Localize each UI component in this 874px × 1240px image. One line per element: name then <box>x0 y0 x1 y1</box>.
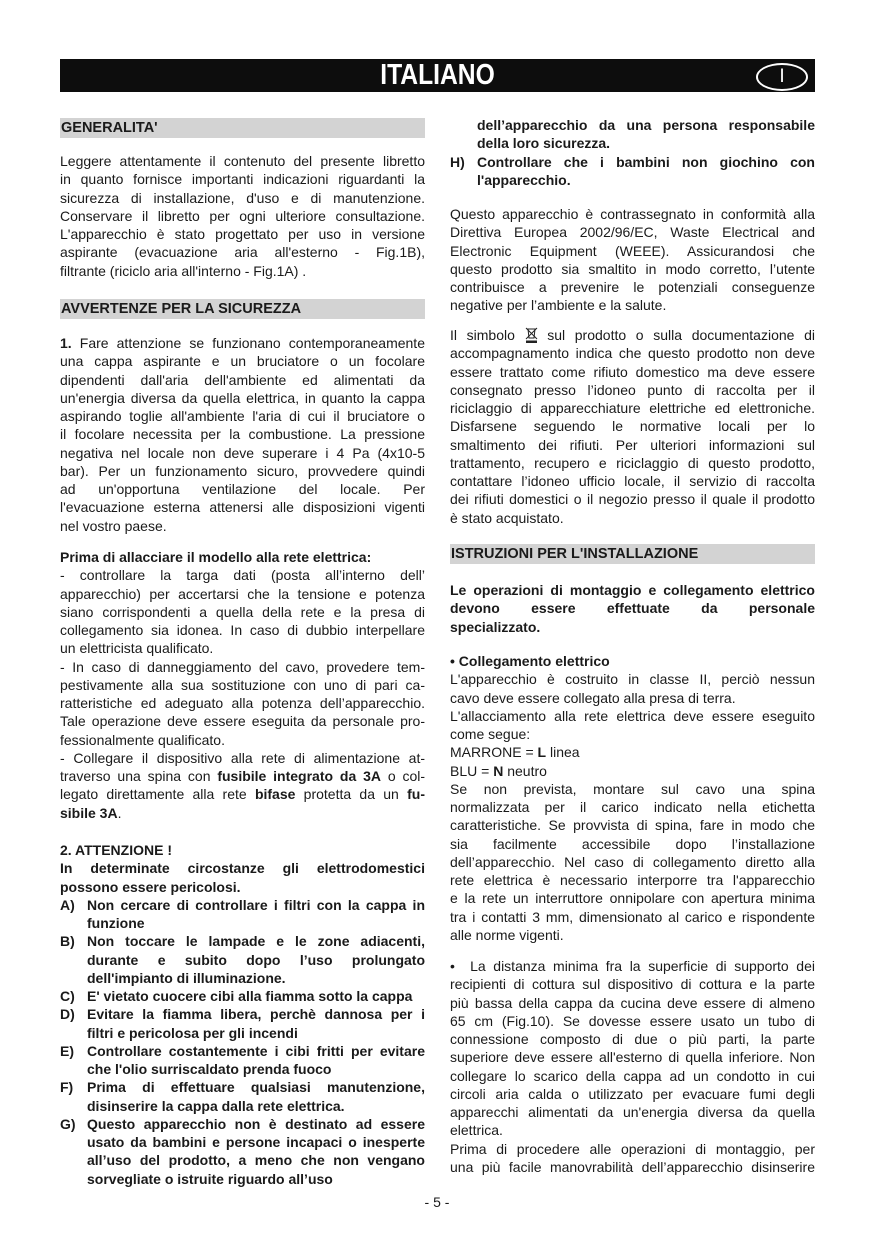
text-segment: sul prodotto o sulla documentazione di <box>537 327 815 343</box>
text-segment: una cappa aspirante e un bruciatore o un focolare <box>60 353 425 370</box>
list-item <box>450 116 815 153</box>
text-segment: Non cercare di controllare i filtri con la cappa in <box>87 896 425 913</box>
list-item-label: G) <box>60 1115 76 1132</box>
text-line <box>450 242 815 260</box>
paragraph <box>450 743 815 761</box>
text-segment: possono essere pericolosi. <box>60 878 241 895</box>
text-line <box>87 1005 425 1023</box>
text-segment: - In caso di danneggiamento del cavo, provedere tem- <box>60 658 425 675</box>
text-line <box>60 517 425 535</box>
list-item <box>60 987 425 1005</box>
text-segment: Le operazioni di montaggio e collegamento elettrico <box>450 582 815 598</box>
text-segment: neutro <box>503 762 547 779</box>
text-segment: collegamento sia idonea. In caso di dubbio interpellare <box>60 622 425 638</box>
text-line <box>87 1151 425 1169</box>
text-line <box>60 878 425 896</box>
text-line <box>60 243 425 261</box>
text-segment: Electronic Equipment (WEEE). Assicurandosi che <box>450 242 815 259</box>
text-line <box>450 381 815 399</box>
text-segment: sicurezza di installazione, d'uso e di manutenzione. <box>60 189 425 206</box>
text-line <box>450 363 815 381</box>
text-line <box>477 171 815 189</box>
text-segment: Disfarsene seguendo le normative locali per lo <box>450 418 815 435</box>
text-segment: recipienti di cottura sul dispositivo di cottura e la parte <box>450 976 815 993</box>
text-segment: legato direttamente alla rete <box>60 786 255 803</box>
operazioni-text <box>450 581 815 636</box>
text-segment: Non toccare le lampade e le zone adiacenti, <box>87 933 425 950</box>
text-line <box>450 472 815 490</box>
bold-text-segment: • Collegamento elettrico <box>450 653 610 669</box>
text-line <box>450 780 815 798</box>
text-segment: Evitare la fiamma libera, perchè dannosa per i <box>87 1006 425 1023</box>
text-segment: - Collegare il dispositivo alla rete di alimentazione at- <box>60 749 425 766</box>
text-line <box>60 785 425 803</box>
text-segment: E' vietato cuocere cibi alla fiamma sotto la cappa <box>87 988 413 1004</box>
text-segment: nel vostro paese. <box>60 517 167 534</box>
text-segment: ad un'opportuna ventilazione del locale. Per <box>60 481 425 497</box>
text-line <box>87 1024 425 1042</box>
list-item <box>450 153 815 190</box>
paragraph <box>450 670 815 707</box>
text-line <box>450 1030 815 1048</box>
bold-text-segment: fu- <box>407 786 425 803</box>
text-line <box>87 987 425 1005</box>
text-line <box>450 223 815 241</box>
text-line <box>450 1158 815 1176</box>
text-line <box>60 804 425 822</box>
text-line <box>60 767 425 785</box>
list-item-label: D) <box>60 1006 75 1023</box>
text-line <box>450 344 815 362</box>
text-segment: Direttiva Europea 2002/96/EC, Waste Electrical and <box>450 224 815 241</box>
text-segment: BLU = <box>450 762 494 779</box>
text-line <box>450 399 815 417</box>
text-segment: fessionalmente qualificato. <box>60 731 225 748</box>
text-segment: apparecchio) per accertarsi che la tensione e potenza <box>60 585 425 602</box>
text-line <box>60 841 425 859</box>
text-line <box>450 581 815 599</box>
text-segment: collegare lo scarico della cappa ad un condotto in cui <box>450 1067 815 1084</box>
text-segment: filtrante (riciclo aria all'interno - Fig.1A) . <box>60 262 307 279</box>
text-segment: è stato acquistato. <box>450 509 564 526</box>
text-segment: essere trattato come rifiuto domestico ma deve essere <box>450 363 815 380</box>
text-line <box>60 731 425 749</box>
text-segment: Conservare il libretto per ogni ulteriore consultazione. <box>60 207 425 224</box>
text-line <box>450 454 815 472</box>
text-segment: specializzato. <box>450 618 541 635</box>
bold-text-segment: sibile 3A <box>60 804 118 821</box>
paragraph <box>60 548 425 566</box>
text-segment: dell’apparecchio da una persona responsabile <box>477 117 815 133</box>
text-line <box>450 1085 815 1103</box>
text-line <box>60 152 425 170</box>
text-segment: • La distanza minima fra la superficie di supporto dei <box>450 958 815 974</box>
section-heading-generalita: GENERALITA' <box>60 118 425 138</box>
section-heading-avvertenze: AVVERTENZE PER LA SICUREZZA <box>60 299 425 319</box>
text-line <box>477 153 815 171</box>
weee-text <box>450 205 815 315</box>
paragraph <box>450 1140 815 1177</box>
text-segment: Leggere attentamente il contenuto del presente libretto <box>60 153 425 169</box>
paragraph <box>60 841 425 859</box>
text-line <box>60 603 425 621</box>
paragraph <box>450 957 815 1140</box>
list-item <box>60 932 425 987</box>
text-line <box>87 1097 425 1115</box>
text-line <box>60 189 425 207</box>
list-item-label: F) <box>60 1079 74 1096</box>
text-segment: negativa nel locale non deve superare i 4 Pa (4x10-5 <box>60 444 425 461</box>
text-segment: disinserire la cappa dalla rete elettrica. <box>87 1097 345 1114</box>
text-line <box>87 896 425 914</box>
text-segment: aspirando toglie all'ambiente l'aria di cui il bruciatore o <box>60 408 425 424</box>
text-line <box>450 762 815 780</box>
text-line <box>450 798 815 816</box>
text-segment: . <box>117 804 122 821</box>
text-line <box>450 296 815 314</box>
text-segment: pestivamente alla sua sostituzione con uno di pari ca- <box>60 676 425 693</box>
text-line <box>87 1133 425 1151</box>
text-segment: circoli aria calda o utilizzato per evacuare fumi degli <box>450 1085 815 1102</box>
text-segment: dell'impianto di illuminazione. <box>87 969 286 986</box>
text-segment: Controllare costantemente i cibi fritti per evitare <box>87 1042 425 1059</box>
text-line <box>450 707 815 725</box>
list-item-label: B) <box>60 933 75 950</box>
text-line <box>450 975 815 993</box>
paragraph <box>60 334 425 535</box>
text-segment: Se non prevista, montare sul cavo una spina <box>450 780 815 797</box>
text-line <box>60 658 425 676</box>
text-segment: riciclaggio di apparecchiature elettriche ed elettroniche. <box>450 400 815 416</box>
text-line <box>450 1048 815 1066</box>
text-line <box>60 371 425 389</box>
paragraph <box>60 749 425 822</box>
list-item-label: E) <box>60 1042 74 1059</box>
text-line <box>450 1140 815 1158</box>
list-item-label: H) <box>450 153 465 170</box>
paragraph <box>450 581 815 636</box>
text-line <box>450 994 815 1012</box>
text-segment: consegnato presso l’idoneo punto di raccolta per il <box>450 381 815 398</box>
language-badge: I <box>756 63 808 91</box>
text-line <box>60 225 425 243</box>
text-line <box>450 652 815 670</box>
bold-text-segment: N <box>493 762 504 779</box>
text-segment: all’uso del prodotto, a meno che non vengano <box>87 1152 425 1169</box>
text-line <box>450 670 815 688</box>
text-segment: che l'olio surriscaldato prenda fuoco <box>87 1061 332 1077</box>
text-segment: 2. ATTENZIONE ! <box>60 842 172 858</box>
text-segment: un elettricista qualificato. <box>60 640 214 657</box>
text-line <box>450 908 815 926</box>
paragraph <box>450 652 815 670</box>
bold-text-segment: bifase <box>254 786 296 803</box>
text-line <box>87 951 425 969</box>
text-line <box>60 566 425 584</box>
text-line <box>60 480 425 498</box>
text-line <box>60 712 425 730</box>
text-segment: l'apparecchio. <box>477 171 571 188</box>
text-line <box>60 444 425 462</box>
text-line <box>60 389 425 407</box>
avvertenze-point-1 <box>60 334 425 535</box>
text-segment: caratteristiche. Se provvista di spina, fare in modo che <box>450 817 815 834</box>
text-segment: protetta da un <box>295 786 408 803</box>
text-segment: filtri e pericolosa per gli incendi <box>87 1024 298 1041</box>
text-line <box>450 1103 815 1121</box>
text-line <box>450 853 815 871</box>
bold-text-segment: L <box>537 744 547 761</box>
text-segment: Prima di effettuare qualsiasi manutenzione, <box>87 1079 425 1096</box>
text-segment: Prima di procedere alle operazioni di montaggio, per <box>450 1140 815 1157</box>
list-item-label: C) <box>60 988 75 1004</box>
list-item <box>60 1078 425 1115</box>
text-line <box>477 134 815 152</box>
text-segment: smaltimento dei rifiuti. Per ulteriori informazioni sul <box>450 436 815 453</box>
text-line <box>450 509 815 527</box>
prima-allacciare-text <box>60 548 425 822</box>
text-segment: rete elettrica è necessario interporre tra l'apparecchio <box>450 872 815 888</box>
text-segment: traverso una spina con <box>60 768 218 784</box>
bold-text-segment: fusibile integrato da 3A <box>217 768 381 784</box>
text-segment: l'evacuazione esterna attenersi alle disposizioni vigenti <box>60 499 425 516</box>
text-segment: apparecchi alimentati da un'energia diversa da quella <box>450 1104 815 1120</box>
paragraph <box>450 205 815 315</box>
text-line <box>450 1067 815 1085</box>
text-line <box>450 326 815 344</box>
text-segment: ratteristiche ed adeguato alla potenza dell’apparecchio. <box>60 695 425 711</box>
text-line <box>450 816 815 834</box>
paragraph <box>450 707 815 744</box>
text-line <box>450 436 815 454</box>
text-line <box>450 926 815 944</box>
text-segment: sorvegliate o istruite riguardo all’uso <box>87 1170 333 1187</box>
text-line <box>60 262 425 280</box>
page-number: - 5 - <box>424 1194 450 1210</box>
text-segment: alle norme vigenti. <box>450 926 564 943</box>
text-segment: dei rifiuti domestici o il negozio presso il quale il prodotto <box>450 491 815 508</box>
text-segment: questo prodotto sia smaltito in modo corretto, l’utente <box>450 260 815 277</box>
text-line <box>450 618 815 636</box>
text-line <box>60 352 425 370</box>
text-segment: in quanto fornisce importanti indicazioni riguardanti la <box>60 171 425 188</box>
text-line <box>60 207 425 225</box>
text-line <box>450 689 815 707</box>
text-line <box>450 417 815 435</box>
text-line <box>450 957 815 975</box>
text-line <box>60 694 425 712</box>
distanza-minima-text <box>450 957 815 1176</box>
text-segment: sia facilmente accessibile dopo l’installazione <box>450 835 815 852</box>
text-line <box>450 743 815 761</box>
text-segment: connessione composto di due o più parti, la parte <box>450 1031 815 1047</box>
list-item <box>60 1115 425 1188</box>
text-line <box>87 1170 425 1188</box>
text-segment: dipendenti dall'aria dell'ambiente ed alimentati da <box>60 371 425 388</box>
text-line <box>450 278 815 296</box>
text-line <box>60 859 425 877</box>
text-segment: L'apparecchio è stato progettato per uso in versione <box>60 226 425 242</box>
text-segment: e la rete un interruttore onnipolare con apertura minima <box>450 890 815 907</box>
text-segment: contattare l’idoneo ufficio locale, il servizio di raccolta <box>450 473 815 489</box>
text-segment: aspirante (evacuazione aria all'esterno - Fig.1B), <box>60 244 425 261</box>
weee-crossed-bin-icon <box>525 327 538 343</box>
paragraph <box>60 566 425 657</box>
text-line <box>450 725 815 743</box>
text-segment: Questo apparecchio è contrassegnato in conformità alla <box>450 206 815 222</box>
text-segment: funzione <box>87 915 145 931</box>
text-line <box>60 425 425 443</box>
text-segment: Il simbolo <box>450 327 525 343</box>
text-segment: devono essere effettuate da personale <box>450 600 815 617</box>
bold-text-segment: Prima di allacciare il modello alla rete elettrica: <box>60 549 372 565</box>
text-segment: MARRONE = <box>450 744 538 761</box>
text-line <box>60 548 425 566</box>
list-item-label: A) <box>60 896 75 913</box>
text-line <box>450 599 815 617</box>
text-segment: una più facile manovrabilità dell’apparecchio disinserire <box>450 1158 815 1175</box>
text-line <box>477 116 815 134</box>
text-line <box>60 462 425 480</box>
text-line <box>60 639 425 657</box>
text-segment: un'energia diversa da quella elettrica, in quanto la cappa <box>60 389 425 406</box>
attenzione-list <box>60 841 425 1188</box>
text-segment: elettrica. <box>450 1122 503 1139</box>
text-segment: il focolare necessita per la combustione. La pressione <box>60 426 425 443</box>
text-segment: Tale operazione deve essere eseguita da personale pro- <box>60 713 425 730</box>
text-segment: - controllare la targa dati (posta all’interno dell’ <box>60 567 425 584</box>
bold-text-segment: 1. <box>60 335 72 351</box>
text-line <box>87 969 425 987</box>
text-segment: Controllare che i bambini non giochino con <box>477 153 815 170</box>
text-line <box>87 932 425 950</box>
text-segment: dell’apparecchio. Nel caso di collegamento diretto alla <box>450 853 815 870</box>
text-segment: come segue: <box>450 726 531 742</box>
text-segment: durante e subito dopo l’uso prolungato <box>87 951 425 968</box>
text-segment: della loro sicurezza. <box>477 135 611 152</box>
text-segment: cavo deve essere collegato alla presa di terra. <box>450 689 736 706</box>
attenzione-list-continued <box>450 116 815 189</box>
text-line <box>60 749 425 767</box>
text-segment: trattamento, recupero e riciclaggio di questo prodotto, <box>450 454 815 471</box>
text-line <box>87 1042 425 1060</box>
text-line <box>87 1115 425 1133</box>
paragraph <box>450 780 815 944</box>
text-segment: contribuisce a prevenire le potenziali conseguenze <box>450 279 815 295</box>
paragraph <box>450 762 815 780</box>
paragraph <box>60 152 425 280</box>
paragraph <box>450 326 815 527</box>
list-item <box>60 1005 425 1042</box>
text-line <box>450 871 815 889</box>
section-heading-istruzioni: ISTRUZIONI PER L'INSTALLAZIONE <box>450 544 815 564</box>
text-line <box>450 1012 815 1030</box>
text-line <box>60 621 425 639</box>
text-line <box>450 835 815 853</box>
text-segment: linea <box>546 744 580 761</box>
paragraph <box>60 658 425 749</box>
page-title: ITALIANO <box>380 59 495 91</box>
text-line <box>87 1078 425 1096</box>
text-line <box>450 205 815 223</box>
text-segment: In determinate circostanze gli elettrodomestici <box>60 860 425 877</box>
language-header-bar <box>60 59 815 92</box>
paragraph <box>60 859 425 896</box>
text-line <box>60 407 425 425</box>
text-line <box>450 490 815 508</box>
text-line <box>450 1121 815 1139</box>
text-segment: usato da bambini e persone incapaci o inesperte <box>87 1134 425 1150</box>
list-item <box>60 1042 425 1079</box>
text-line <box>87 914 425 932</box>
text-line <box>450 260 815 278</box>
text-segment: Fare attenzione se funzionano contemporaneamente <box>71 335 425 351</box>
collegamento-elettrico-text <box>450 652 815 944</box>
text-segment: accompagnamento indica che questo prodotto non deve <box>450 345 815 362</box>
generalita-text <box>60 152 425 280</box>
text-line <box>60 676 425 694</box>
text-segment: Questo apparecchio non è destinato ad essere <box>87 1115 425 1132</box>
text-line <box>87 1060 425 1078</box>
text-line <box>60 170 425 188</box>
text-segment: superiore deve essere all'esterno di quella inferiore. Non <box>450 1049 815 1066</box>
text-segment: L'allacciamento alla rete elettrica deve essere eseguito <box>450 707 815 724</box>
text-segment: normalizzata per il carico indicato nella etichetta <box>450 799 815 815</box>
text-segment: L'apparecchio è costruito in classe II, perciò nessun <box>450 671 815 688</box>
text-segment: bar). Per un funzionamento sicuro, provvedere quindi <box>60 462 425 479</box>
text-segment: negative per l’ambiente e la salute. <box>450 297 667 314</box>
text-line <box>60 334 425 352</box>
list-item <box>60 896 425 933</box>
text-segment: 65 cm (Fig.10). Se dovesse essere usato un tubo di <box>450 1012 815 1029</box>
text-segment: più bassa della cappa da cucina deve essere di almeno <box>450 994 815 1011</box>
text-line <box>450 889 815 907</box>
simbolo-text <box>450 326 815 527</box>
text-segment: siano corrispondenti a quella della rete e la presa di <box>60 603 425 620</box>
text-segment: o col- <box>380 768 426 784</box>
text-segment: tra i contatti 3 mm, dimensionato al carico e rispondente <box>450 908 815 925</box>
text-line <box>60 498 425 516</box>
text-line <box>60 585 425 603</box>
